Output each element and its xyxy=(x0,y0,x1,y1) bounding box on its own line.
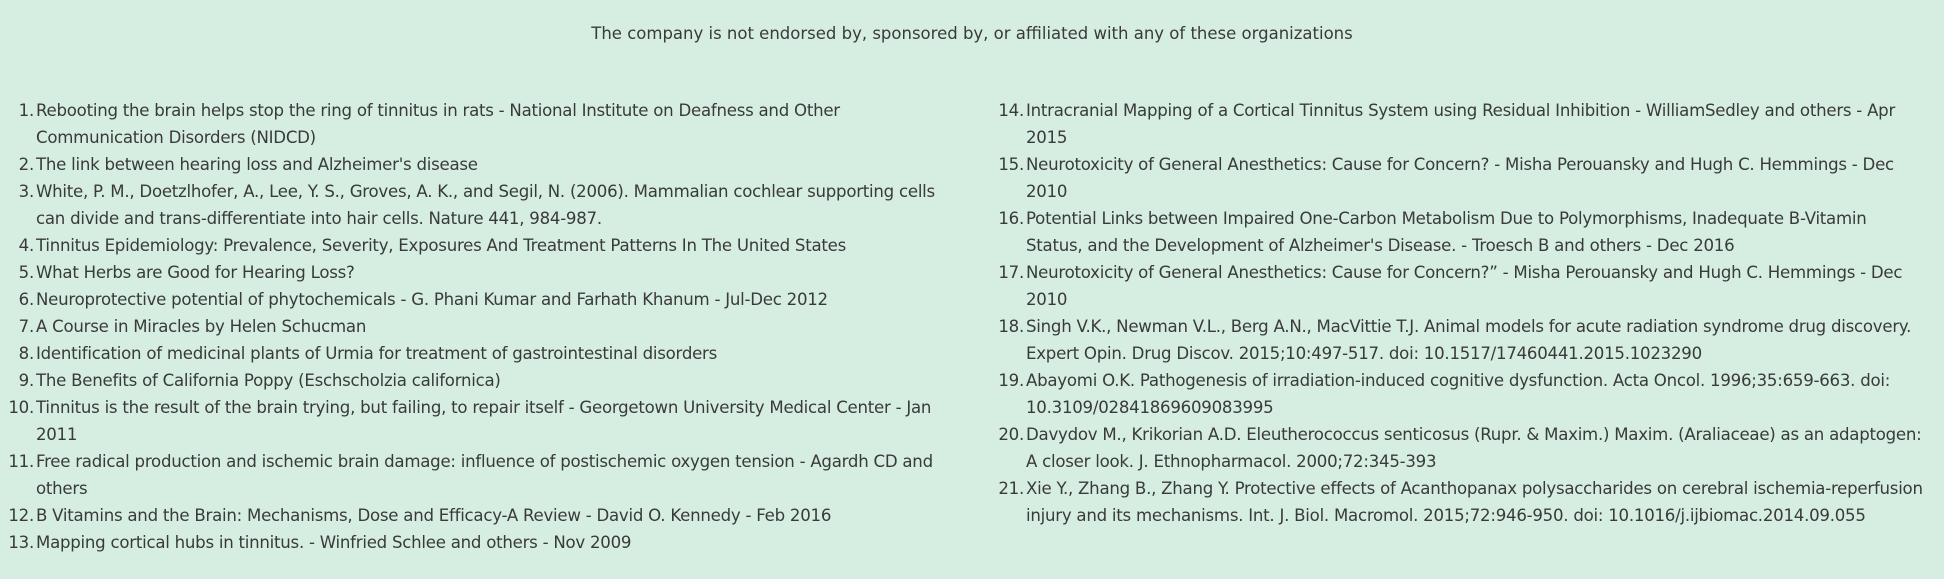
references-list-left xyxy=(0,97,952,556)
reference-number: 1. xyxy=(18,101,34,120)
reference-number: 12. xyxy=(8,506,34,525)
reference-link[interactable]: What Herbs are Good for Hearing Loss? xyxy=(36,263,355,282)
reference-number: 9. xyxy=(18,371,34,390)
reference-item[interactable] xyxy=(0,313,952,340)
reference-item[interactable] xyxy=(990,475,1944,529)
reference-link[interactable]: The Benefits of California Poppy (Eschscholzia californica) xyxy=(36,371,501,390)
reference-link[interactable]: Mapping cortical hubs in tinnitus. - Winfried Schlee and others - Nov 2009 xyxy=(36,533,632,552)
reference-link[interactable]: Tinnitus Epidemiology: Prevalence, Severity, Exposures And Treatment Patterns In The United States xyxy=(36,236,846,255)
reference-number: 8. xyxy=(18,344,34,363)
reference-item[interactable] xyxy=(990,421,1944,475)
reference-number: 16. xyxy=(998,209,1024,228)
reference-link[interactable]: Davydov M., Krikorian A.D. Eleutherococcus senticosus (Rupr. & Maxim.) Maxim. (Araliaceae) as an adaptogen: A closer look. J. Ethnopharmacol. 2000;72:345-393 xyxy=(1026,425,1922,471)
reference-link[interactable]: Neurotoxicity of General Anesthetics: Cause for Concern?” - Misha Perouansky and Hugh C. Hemmings - Dec 2010 xyxy=(1026,263,1903,309)
reference-number: 11. xyxy=(8,452,34,471)
reference-number: 13. xyxy=(8,533,34,552)
reference-item[interactable] xyxy=(0,259,952,286)
reference-number: 20. xyxy=(998,425,1024,444)
reference-link[interactable]: Identification of medicinal plants of Urmia for treatment of gastrointestinal disorders xyxy=(36,344,718,363)
reference-item[interactable] xyxy=(0,367,952,394)
reference-link[interactable]: Rebooting the brain helps stop the ring of tinnitus in rats - National Institute on Deafness and Other Communication Disorders (NIDCD) xyxy=(36,101,840,147)
reference-item[interactable] xyxy=(0,232,952,259)
reference-item[interactable] xyxy=(0,178,952,232)
reference-number: 18. xyxy=(998,317,1024,336)
reference-number: 6. xyxy=(18,290,34,309)
reference-item[interactable] xyxy=(990,97,1944,151)
reference-link[interactable]: White, P. M., Doetzlhofer, A., Lee, Y. S., Groves, A. K., and Segil, N. (2006). Mammalian cochlear supporting cells can divide and trans-differentiate into hair cells. Nature 441, 984-987. xyxy=(36,182,935,228)
reference-number: 17. xyxy=(998,263,1024,282)
reference-item[interactable] xyxy=(0,394,952,448)
reference-item[interactable] xyxy=(0,529,952,556)
reference-item[interactable] xyxy=(0,502,952,529)
reference-item[interactable] xyxy=(990,367,1944,421)
reference-number: 14. xyxy=(998,101,1024,120)
reference-link[interactable]: Free radical production and ischemic brain damage: influence of postischemic oxygen tension - Agardh CD and others xyxy=(36,452,933,498)
reference-link[interactable]: Abayomi O.K. Pathogenesis of irradiation-induced cognitive dysfunction. Acta Oncol. 1996;35:659-663. doi: 10.3109/02841869609083995 xyxy=(1026,371,1891,417)
reference-link[interactable]: Neuroprotective potential of phytochemicals - G. Phani Kumar and Farhath Khanum - Jul-Dec 2012 xyxy=(36,290,828,309)
reference-item[interactable] xyxy=(990,151,1944,205)
reference-number: 3. xyxy=(18,182,34,201)
references-list-right xyxy=(990,97,1944,529)
reference-link[interactable]: Potential Links between Impaired One-Carbon Metabolism Due to Polymorphisms, Inadequate B-Vitamin Status, and the Development of Alzheimer's Disease. - Troesch B and others - Dec 2016 xyxy=(1026,209,1867,255)
reference-link[interactable]: Neurotoxicity of General Anesthetics: Cause for Concern? - Misha Perouansky and Hugh C. Hemmings - Dec 2010 xyxy=(1026,155,1894,201)
reference-link[interactable]: Singh V.K., Newman V.L., Berg A.N., MacVittie T.J. Animal models for acute radiation syndrome drug discovery. Expert Opin. Drug Discov. 2015;10:497-517. doi: 10.1517/17460441.2015.1023290 xyxy=(1026,317,1912,363)
reference-number: 10. xyxy=(8,398,34,417)
disclaimer-text: The company is not endorsed by, sponsored by, or affiliated with any of these organizations xyxy=(591,24,1353,43)
reference-link[interactable]: The link between hearing loss and Alzheimer's disease xyxy=(36,155,478,174)
reference-number: 4. xyxy=(18,236,34,255)
reference-number: 5. xyxy=(18,263,34,282)
reference-number: 7. xyxy=(18,317,34,336)
reference-item[interactable] xyxy=(0,340,952,367)
reference-link[interactable]: B Vitamins and the Brain: Mechanisms, Dose and Efficacy-A Review - David O. Kennedy - Feb 2016 xyxy=(36,506,832,525)
reference-item[interactable] xyxy=(990,259,1944,313)
reference-item[interactable] xyxy=(990,205,1944,259)
reference-item[interactable] xyxy=(990,313,1944,367)
reference-number: 2. xyxy=(18,155,34,174)
reference-item[interactable] xyxy=(0,286,952,313)
reference-item[interactable] xyxy=(0,151,952,178)
reference-link[interactable]: A Course in Miracles by Helen Schucman xyxy=(36,317,367,336)
reference-link[interactable]: Tinnitus is the result of the brain trying, but failing, to repair itself - Georgetown University Medical Center - Jan 2011 xyxy=(36,398,932,444)
reference-number: 21. xyxy=(998,479,1024,498)
reference-number: 19. xyxy=(998,371,1024,390)
reference-item[interactable] xyxy=(0,97,952,151)
reference-link[interactable]: Intracranial Mapping of a Cortical Tinnitus System using Residual Inhibition - WilliamSedley and others - Apr 2015 xyxy=(1026,101,1896,147)
reference-link[interactable]: Xie Y., Zhang B., Zhang Y. Protective effects of Acanthopanax polysaccharides on cerebral ischemia-reperfusion injury and its mechanisms. Int. J. Biol. Macromol. 2015;72:946-950. doi: 10.1016/j.ijbiomac.2014.09.055 xyxy=(1026,479,1923,525)
reference-number: 15. xyxy=(998,155,1024,174)
reference-item[interactable] xyxy=(0,448,952,502)
